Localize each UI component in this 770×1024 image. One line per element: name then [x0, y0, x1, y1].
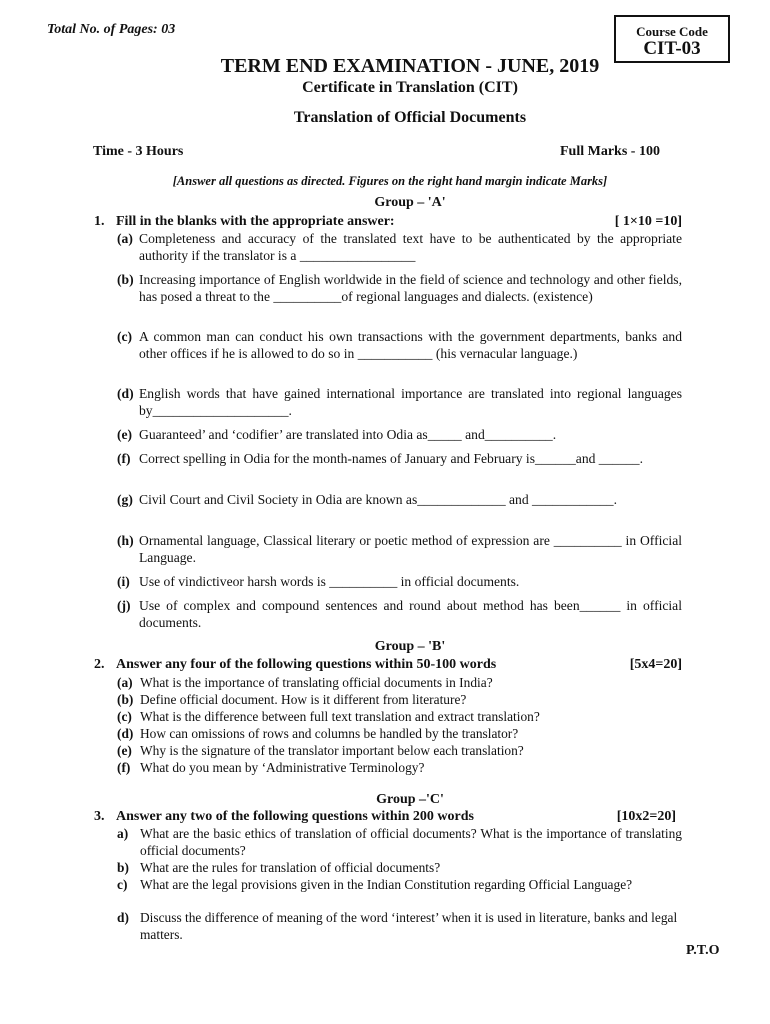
list-item — [117, 759, 682, 776]
item-label: (i) — [117, 574, 130, 589]
list-item — [117, 574, 682, 591]
list-item — [117, 272, 682, 305]
item-label: d) — [117, 910, 129, 925]
group-a-heading: Group – 'A' — [374, 195, 446, 210]
item-text: What are the legal provisions given in the Indian Constitution regarding Official Language? — [140, 877, 633, 892]
item-text: A common man can conduct his own transactions with the government departments, banks and other offices if he is allowed to do so in ___________ (his vernacular language.) — [139, 329, 682, 361]
item-text: Increasing importance of English worldwide in the field of science and technology and other fields, has posed a threat to the __________of regional languages and dialects. (existence) — [139, 272, 682, 304]
list-item — [117, 877, 682, 894]
question-marks: [10x2=20] — [616, 809, 676, 824]
full-marks: Full Marks - 100 — [560, 144, 660, 159]
exam-title: TERM END EXAMINATION - JUNE, 2019 — [220, 55, 600, 77]
item-text: What is the importance of translating official documents in India? — [140, 675, 493, 690]
item-text: What do you mean by ‘Administrative Terminology? — [140, 760, 425, 775]
item-label: (a) — [117, 231, 133, 246]
list-item — [117, 386, 682, 419]
question-number: 1. — [94, 214, 105, 229]
list-item — [117, 910, 682, 943]
group-c-heading: Group –'C' — [376, 792, 444, 807]
item-label: (a) — [117, 675, 133, 690]
item-label: (b) — [117, 272, 134, 287]
list-item — [117, 691, 682, 708]
total-pages: Total No. of Pages: 03 — [47, 22, 176, 37]
list-item — [117, 492, 682, 509]
item-text: Correct spelling in Odia for the month-names of January and February is______and ______. — [139, 451, 643, 466]
item-label: c) — [117, 877, 128, 892]
list-item — [117, 725, 682, 742]
list-item — [117, 427, 682, 444]
item-text: Civil Court and Civil Society in Odia are known as_____________ and ____________. — [139, 492, 618, 507]
item-label: (d) — [117, 726, 134, 741]
instructions: [Answer all questions as directed. Figures on the right hand margin indicate Marks] — [172, 174, 608, 188]
question-number: 2. — [94, 657, 105, 672]
course-code-label: Course Code — [636, 24, 708, 39]
list-item — [117, 231, 682, 264]
question-marks: [ 1×10 =10] — [614, 214, 682, 229]
item-label: (e) — [117, 743, 132, 758]
question-text: Fill in the blanks with the appropriate answer: — [116, 214, 395, 229]
item-label: (h) — [117, 533, 134, 548]
question-marks: [5x4=20] — [629, 657, 682, 672]
question-number: 3. — [94, 809, 105, 824]
item-text: How can omissions of rows and columns be handled by the translator? — [140, 726, 519, 741]
course-code: CIT-03 — [643, 38, 701, 59]
item-text: What are the rules for translation of official documents? — [140, 860, 441, 875]
list-item — [117, 329, 682, 362]
item-text: Guaranteed’ and ‘codifier’ are translated into Odia as_____ and__________. — [139, 427, 557, 442]
item-label: a) — [117, 826, 129, 841]
list-item — [117, 742, 682, 759]
exam-subtitle: Certificate in Translation (CIT) — [302, 79, 518, 96]
question-text: Answer any four of the following questions within 50-100 words — [116, 657, 497, 672]
item-label: (f) — [117, 451, 131, 466]
item-label: (d) — [117, 386, 134, 401]
item-text: What are the basic ethics of translation of official documents? What is the importance of translating official documents? — [140, 826, 682, 858]
list-item — [117, 674, 682, 691]
group-b-heading: Group – 'B' — [374, 639, 446, 654]
item-text: What is the difference between full text translation and extract translation? — [140, 709, 540, 724]
list-item — [117, 708, 682, 725]
item-text: Discuss the difference of meaning of the word ‘interest’ when it is used in literature, banks and legal matters. — [140, 910, 678, 942]
item-text: Ornamental language, Classical literary or poetic method of expression are __________ in Official Language. — [139, 533, 682, 565]
time-allowed: Time - 3 Hours — [93, 144, 184, 159]
list-item — [117, 826, 682, 859]
item-text: Use of complex and compound sentences and round about method has been______ in official documents. — [139, 598, 682, 630]
item-label: (e) — [117, 427, 133, 442]
item-label: (c) — [117, 709, 132, 724]
list-item — [117, 451, 682, 468]
item-text: English words that have gained international importance are translated into regional languages by____________________. — [139, 386, 682, 418]
item-text: Define official document. How is it different from literature? — [140, 692, 467, 707]
item-label: (f) — [117, 760, 131, 775]
question-text: Answer any two of the following questions within 200 words — [116, 809, 474, 824]
item-text: Use of vindictiveor harsh words is __________ in official documents. — [139, 574, 520, 589]
list-item — [117, 598, 682, 631]
list-item — [117, 860, 682, 877]
item-label: b) — [117, 860, 129, 875]
item-label: (g) — [117, 492, 133, 507]
item-label: (b) — [117, 692, 134, 707]
item-text: Completeness and accuracy of the translated text have to be authenticated by the appropriate authority if the translator is a _________________ — [139, 231, 682, 263]
list-item — [117, 533, 682, 566]
pto-marker: P.T.O — [686, 943, 720, 958]
paper-title: Translation of Official Documents — [293, 109, 527, 126]
item-label: (j) — [117, 598, 131, 613]
item-text: Why is the signature of the translator important below each translation? — [140, 743, 524, 758]
item-label: (c) — [117, 329, 133, 344]
